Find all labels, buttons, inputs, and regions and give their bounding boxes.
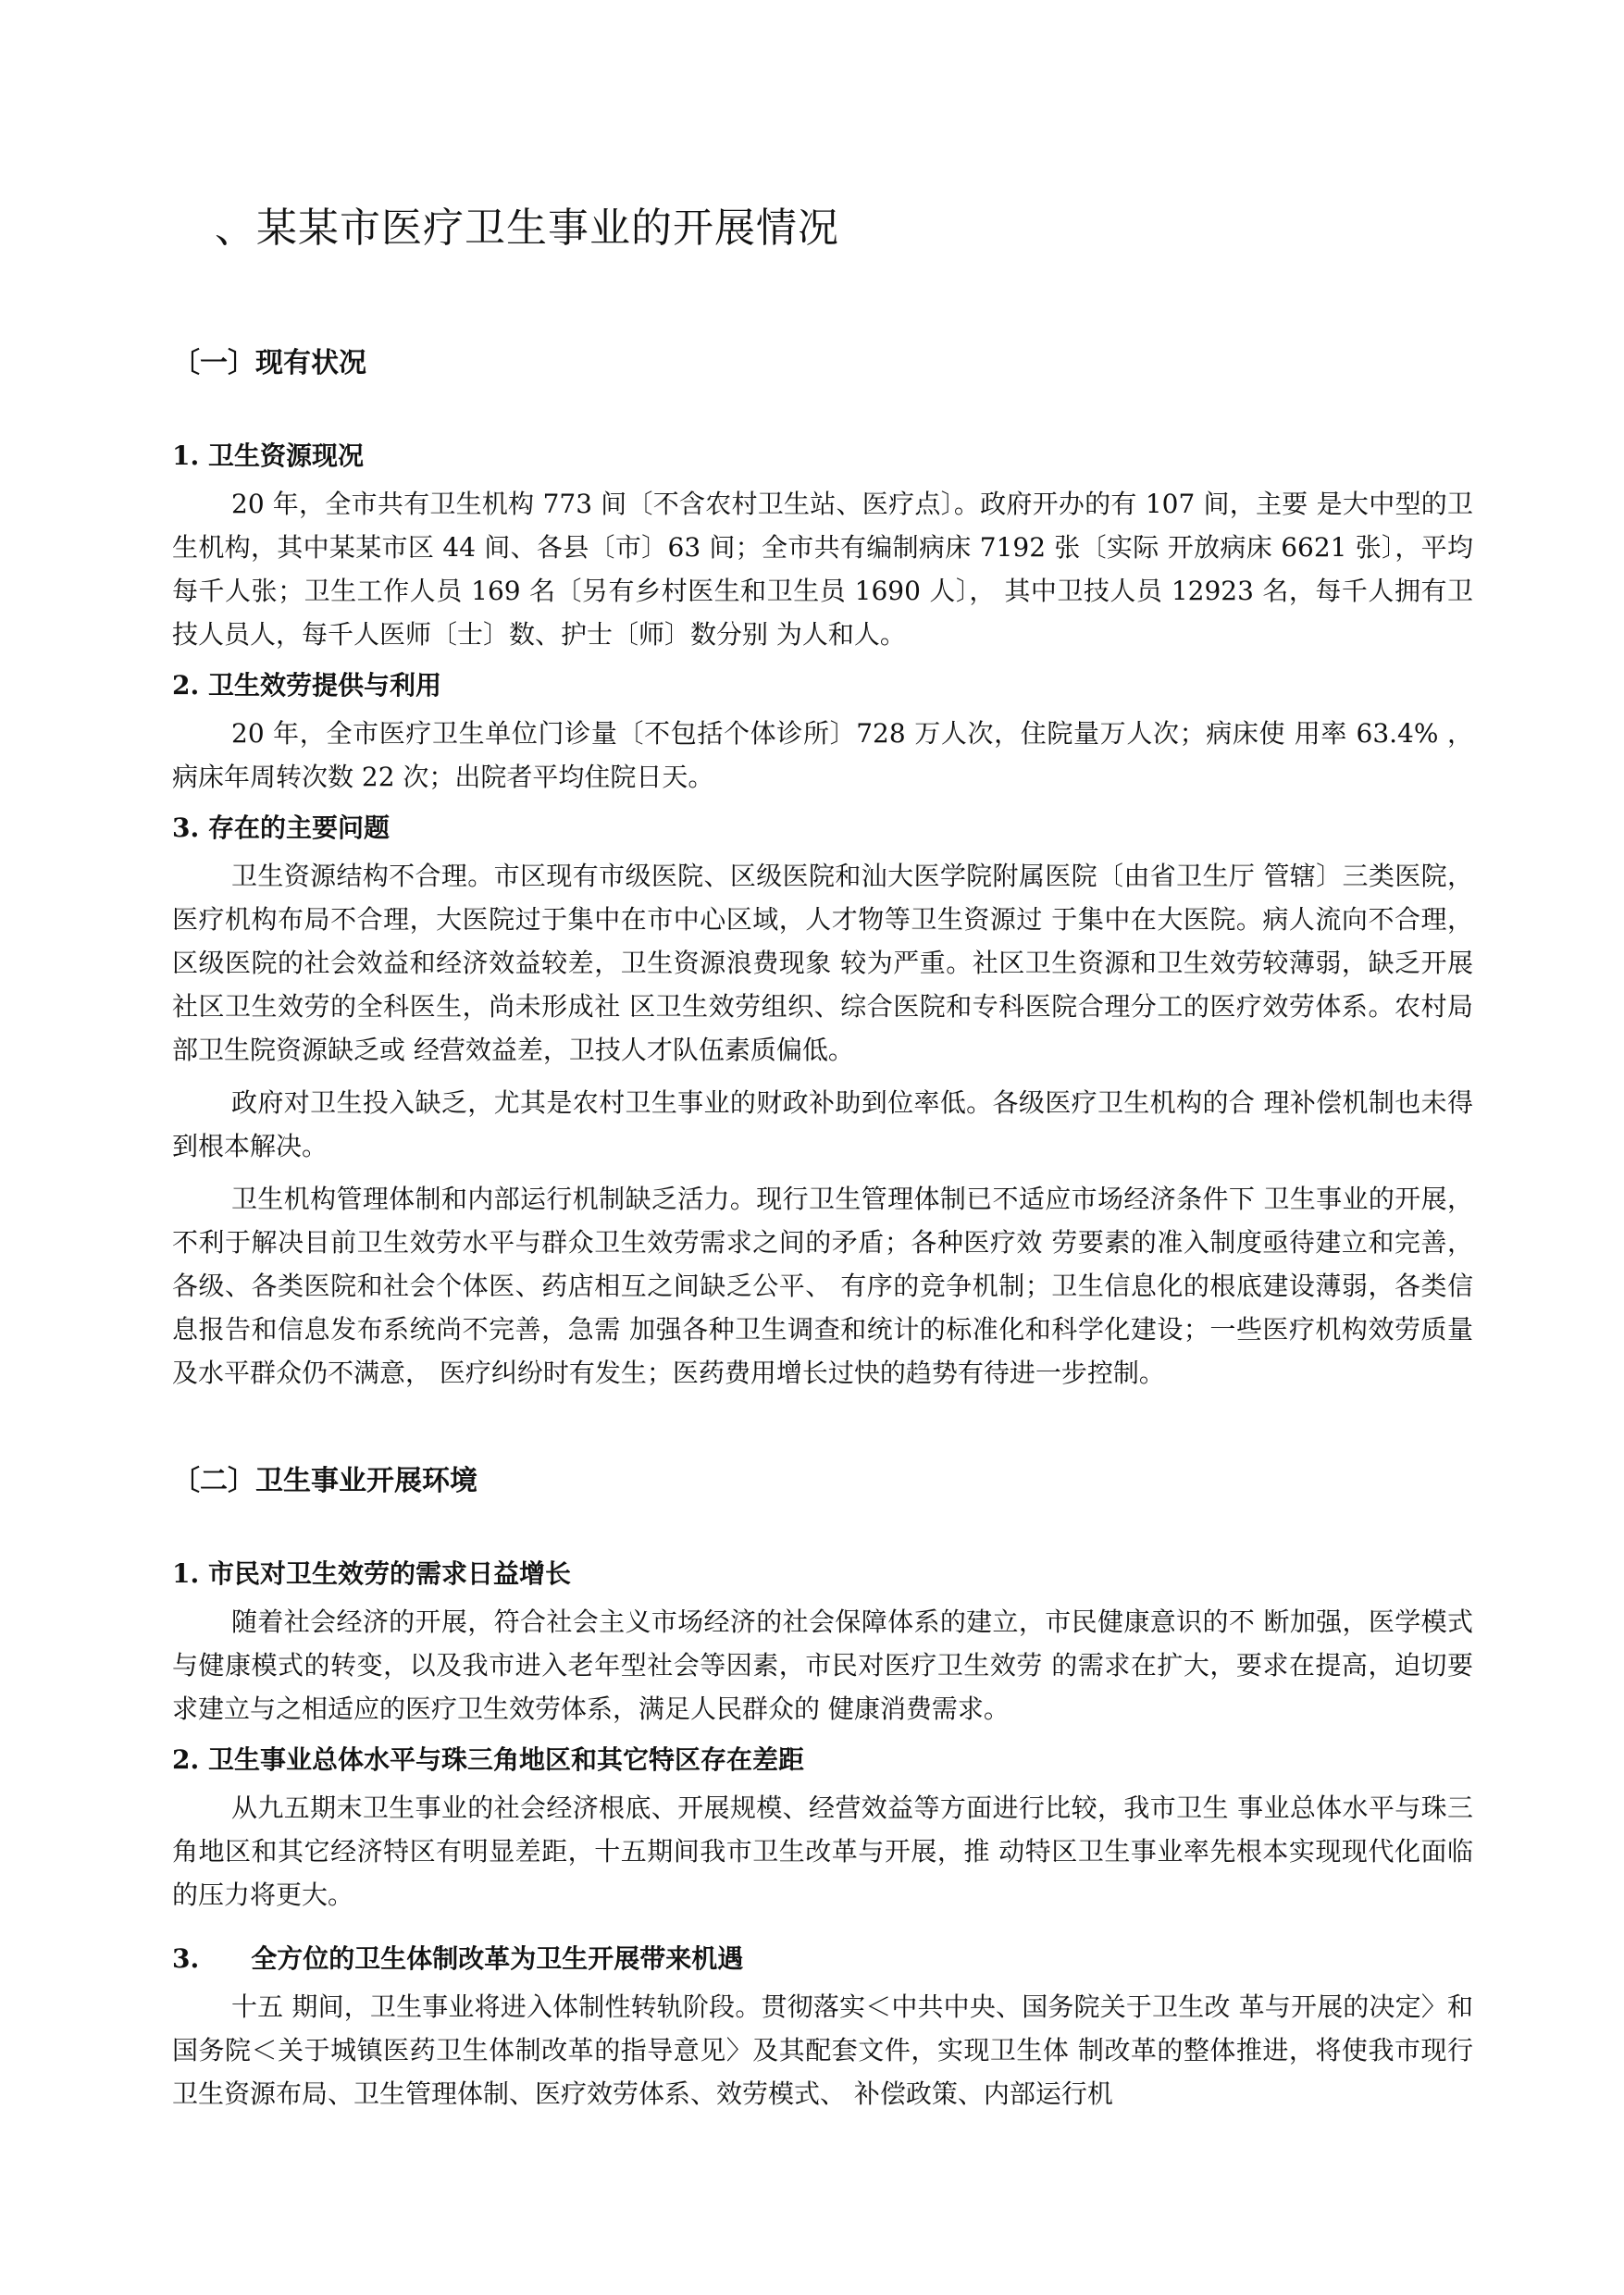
subheading-service-provision: 2. 卫生效劳提供与利用 — [172, 670, 441, 701]
subheading-reform-opportunity: 3. 全方位的卫生体制改革为卫生开展带来机遇 — [172, 1943, 744, 1974]
paragraph: 卫生机构管理体制和内部运行机制缺乏活力。现行卫生管理体制已不适应市场经济条件下 卫生事业的开展，不利于解决目前卫生效劳水平与群众卫生效劳需求之间的矛盾；各种医疗效 劳要素的准入制度亟待建立和完善，各级、各类医院和社会个体医、药店相互之间缺乏公平、 有序的竞争机制；卫生信息化的根底建设薄弱，各类信息报告和信息发布系统尚不完善，急需 加强各种卫生调查和统计的标准化和科学化建设；一些医疗机构效劳质量及水平群众仍不满意， 医疗纠纷时有发生；医药费用增长过快的趋势有待进一步控制。 — [172, 1184, 1473, 1388]
section-heading-current-status: 〔一〕现有状况 — [172, 347, 366, 379]
document-title: 、某某市医疗卫生事业的开展情况 — [215, 205, 839, 252]
paragraph: 20 年，全市医疗卫生单位门诊量〔不包括个体诊所〕728 万人次，住院量万人次；病床使 用率 63.4% ，病床年周转次数 22 次；出院者平均住院日天。 — [172, 718, 1473, 792]
subheading-main-problems: 3. 存在的主要问题 — [172, 813, 390, 843]
section-heading-development-environment: 〔二〕卫生事业开展环境 — [172, 1465, 477, 1497]
paragraph: 从九五期末卫生事业的社会经济根底、开展规模、经营效益等方面进行比较，我市卫生 事业总体水平与珠三角地区和其它经济特区有明显差距，十五期间我市卫生改革与开展，推 动特区卫生事业率先根本实现现代化面临的压力将更大。 — [172, 1793, 1473, 1910]
subheading-health-resources: 1. 卫生资源现况 — [172, 440, 364, 471]
paragraph: 十五 期间，卫生事业将进入体制性转轨阶段。贯彻落实＜中共中央、国务院关于卫生改 革与开展的决定〉和国务院＜关于城镇医药卫生体制改革的指导意见〉及其配套文件，实现卫生体 制改革的整体推进，将使我市现行卫生资源布局、卫生管理体制、医疗效劳体系、效劳模式、 补偿政策、内部运行机 — [172, 1991, 1473, 2109]
paragraph: 20 年，全市共有卫生机构 773 间〔不含农村卫生站、医疗点〕。政府开办的有 107 间，主要 是大中型的卫生机构，其中某某市区 44 间、各县〔市〕63 间；全市共有编制病床 7192 张〔实际 开放病床 6621 张〕，平均每千人张；卫生工作人员 169 名〔另有乡村医生和卫生员 1690 人〕， 其中卫技人员 12923 名，每千人拥有卫技人员人，每千人医师〔士〕数、护士〔师〕数分别 为人和人。 — [172, 489, 1473, 650]
subheading-regional-gap: 2. 卫生事业总体水平与珠三角地区和其它特区存在差距 — [172, 1744, 804, 1775]
paragraph: 随着社会经济的开展，符合社会主义市场经济的社会保障体系的建立，市民健康意识的不 断加强，医学模式与健康模式的转变，以及我市进入老年型社会等因素，市民对医疗卫生效劳 的需求在扩大，要求在提高，迫切要求建立与之相适应的医疗卫生效劳体系，满足人民群众的 健康消费需求。 — [172, 1606, 1473, 1724]
subheading-growing-demand: 1. 市民对卫生效劳的需求日益增长 — [172, 1558, 571, 1589]
paragraph: 卫生资源结构不合理。市区现有市级医院、区级医院和汕大医学院附属医院〔由省卫生厅 管辖〕三类医院，医疗机构布局不合理，大医院过于集中在市中心区域，人才物等卫生资源过 于集中在大医院。病人流向不合理，区级医院的社会效益和经济效益较差，卫生资源浪费现象 较为严重。社区卫生资源和卫生效劳较薄弱，缺乏开展社区卫生效劳的全科医生，尚未形成社 区卫生效劳组织、综合医院和专科医院合理分工的医疗效劳体系。农村局部卫生院资源缺乏或 经营效益差，卫技人才队伍素质偏低。 — [172, 861, 1473, 1065]
paragraph: 政府对卫生投入缺乏，尤其是农村卫生事业的财政补助到位率低。各级医疗卫生机构的合 理补偿机制也未得到根本解决。 — [172, 1087, 1473, 1161]
